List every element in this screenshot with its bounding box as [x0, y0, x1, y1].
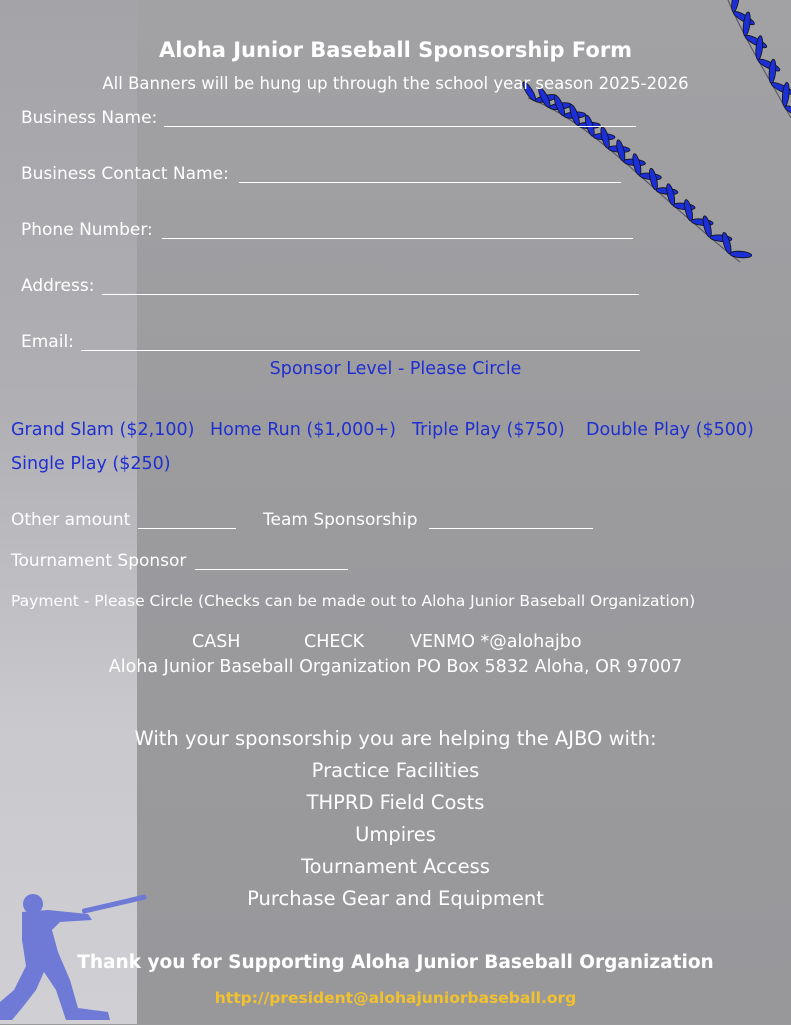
other-amount-field[interactable]: [138, 528, 236, 529]
list-item: Practice Facilities: [311, 759, 480, 782]
stitch-mark: [730, 251, 752, 259]
form-subtitle: All Banners will be hung up through the school year season 2025-2026: [102, 74, 689, 93]
other-amount-label: Other amount: [11, 510, 131, 530]
level-triple-play[interactable]: Triple Play ($750): [412, 420, 565, 440]
payment-option-check[interactable]: CHECK: [304, 632, 365, 652]
list-item: Purchase Gear and Equipment: [247, 887, 544, 910]
payment-heading: Payment - Please Circle (Checks can be made out to Aloha Junior Baseball Organization): [11, 592, 696, 610]
mailing-address: Aloha Junior Baseball Organization PO Box 5832 Aloha, OR 97007: [108, 657, 683, 677]
team-sponsorship-field[interactable]: [429, 528, 593, 529]
helping-heading: With your sponsorship you are helping the AJBO with:: [134, 727, 657, 750]
form-title: Aloha Junior Baseball Sponsorship Form: [158, 38, 633, 62]
level-double-play[interactable]: Double Play ($500): [586, 420, 754, 440]
phone-number-label: Phone Number:: [21, 220, 153, 240]
stitch-mark: [683, 199, 695, 222]
email-label: Email:: [21, 332, 74, 352]
stitch-mark: [721, 232, 733, 255]
business-contact-name-field[interactable]: [239, 182, 621, 183]
payment-option-cash[interactable]: CASH: [192, 632, 241, 652]
tournament-sponsor-field[interactable]: [195, 569, 348, 570]
list-item: Tournament Access: [301, 855, 490, 878]
stitch-mark: [730, 0, 741, 13]
business-name-field[interactable]: [164, 126, 636, 127]
thank-you-message: Thank you for Supporting Aloha Junior Baseball Organization: [77, 952, 714, 973]
address-label: Address:: [21, 276, 95, 296]
stitch-mark: [701, 215, 713, 238]
team-sponsorship-label: Team Sponsorship: [263, 510, 418, 530]
phone-number-field[interactable]: [162, 238, 633, 239]
level-grand-slam[interactable]: Grand Slam ($2,100): [11, 420, 195, 440]
list-item: Umpires: [355, 823, 436, 846]
address-field[interactable]: [102, 294, 639, 295]
sponsor-level-heading: Sponsor Level - Please Circle: [269, 359, 522, 379]
business-contact-name-label: Business Contact Name:: [21, 164, 229, 184]
email-field[interactable]: [81, 350, 640, 351]
level-home-run[interactable]: Home Run ($1,000+): [210, 420, 396, 440]
tournament-sponsor-label: Tournament Sponsor: [11, 551, 187, 571]
business-name-label: Business Name:: [21, 108, 158, 128]
payment-option-venmo[interactable]: VENMO *@alohajbo: [410, 632, 582, 652]
contact-link[interactable]: http://president@alohajuniorbaseball.org: [214, 989, 577, 1007]
level-single-play[interactable]: Single Play ($250): [11, 454, 171, 474]
list-item: THPRD Field Costs: [306, 791, 485, 814]
